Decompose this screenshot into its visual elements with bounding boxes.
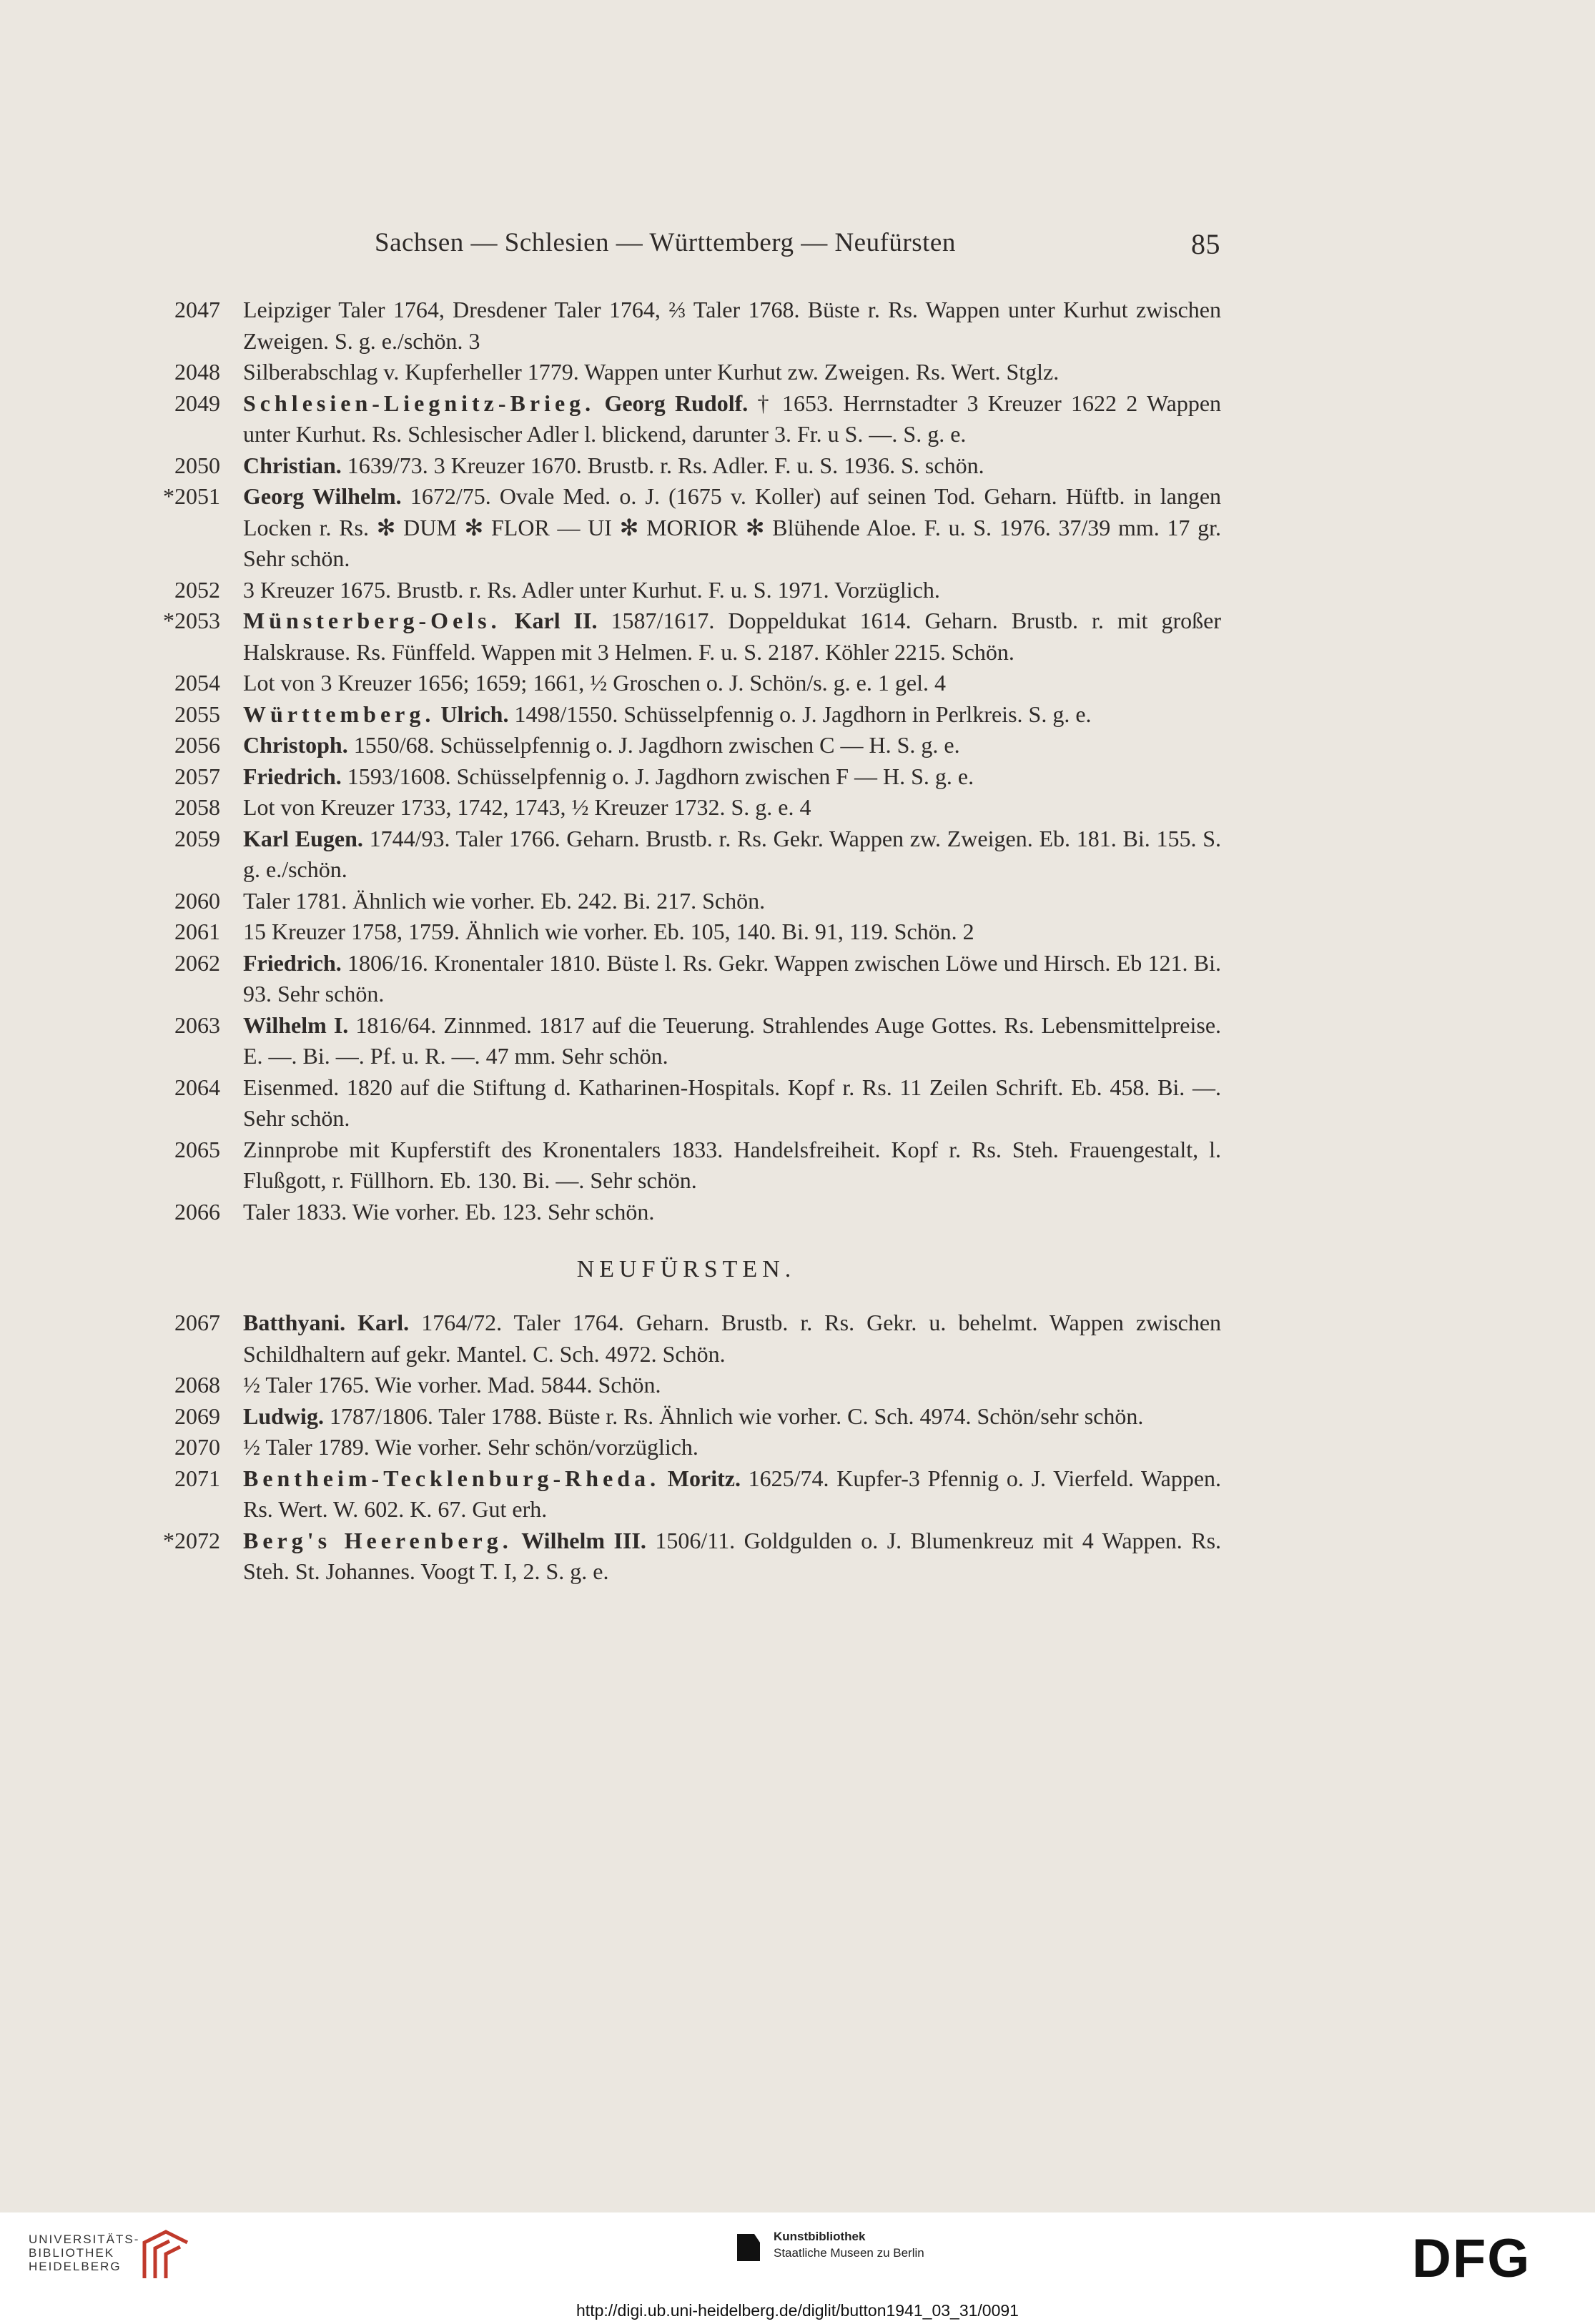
kunstbibliothek-logo-icon	[733, 2228, 764, 2264]
lot-text: 1506/11. Goldgulden o. J. Blumenkreuz mit 4 Wappen. Rs. Steh. St. Johannes. Voogt T. I, 2. S. g. e.	[243, 1527, 1222, 1584]
lot-number: 2069	[174, 1403, 220, 1429]
territory-name: Württemberg.	[243, 701, 435, 727]
lot-description	[243, 916, 1221, 948]
ruler-name: Wilhelm III.	[521, 1527, 646, 1553]
ub-heidelberg-label	[29, 2232, 139, 2273]
lot-description	[243, 699, 1221, 731]
lot-description	[243, 761, 1221, 793]
lot-description	[243, 1010, 1221, 1072]
lot-description	[243, 388, 1221, 450]
lot-number: 2070	[174, 1434, 220, 1460]
lot-number: 2055	[174, 701, 220, 727]
catalogue-entry	[0, 605, 1595, 668]
lot-text: 1787/1806. Taler 1788. Büste r. Rs. Ähnlich wie vorher. C. Sch. 4974. Schön/sehr schön.	[329, 1403, 1144, 1429]
ruler-name: Georg Rudolf.	[604, 390, 749, 416]
lot-text: Zinnprobe mit Kupferstift des Kronentalers 1833. Handelsfreiheit. Kopf r. Rs. Steh. Frauengestalt, l. Flußgott, r. Füllhorn. Eb. 130. Bi. —. Sehr schön.	[243, 1136, 1221, 1193]
lot-description	[243, 730, 1221, 761]
ruler-name: Batthyani. Karl.	[243, 1310, 410, 1335]
catalogue-entry	[0, 357, 1595, 388]
ruler-name: Karl II.	[514, 608, 598, 633]
catalogue-entry	[0, 948, 1595, 1010]
lot-text: 15 Kreuzer 1758, 1759. Ähnlich wie vorher. Eb. 105, 140. Bi. 91, 119. Schön. 2	[243, 919, 974, 944]
lot-number: 2061	[174, 919, 220, 944]
catalogue-entry	[0, 1401, 1595, 1433]
lot-text: Taler 1833. Wie vorher. Eb. 123. Sehr schön.	[243, 1198, 655, 1225]
catalogue-entry	[0, 1197, 1595, 1228]
lot-text: Taler 1781. Ähnlich wie vorher. Eb. 242. Bi. 217. Schön.	[243, 887, 766, 914]
catalogue-entry	[0, 295, 1595, 357]
lot-number: 2066	[174, 1198, 220, 1225]
lot-number: 2059	[174, 825, 220, 851]
lot-text: 1625/74. Kupfer-3 Pfennig o. J. Vierfeld. Wappen. Rs. Wert. W. 602. K. 67. Gut erh.	[243, 1465, 1222, 1522]
lot-number: 2052	[174, 576, 220, 603]
lot-description	[243, 1307, 1221, 1370]
lot-number: 2062	[174, 949, 220, 976]
lot-text: Eisenmed. 1820 auf die Stiftung d. Katharinen-Hospitals. Kopf r. Rs. 11 Zeilen Schrift. Eb. 458. Bi. —. Sehr schön.	[243, 1074, 1221, 1131]
lot-text: ½ Taler 1789. Wie vorher. Sehr schön/vorzüglich.	[243, 1434, 698, 1460]
lot-number: 2067	[174, 1310, 220, 1335]
kb-name: Kunstbibliothek	[774, 2230, 866, 2243]
kunstbibliothek-label	[774, 2228, 924, 2261]
catalogue-entry	[0, 1010, 1595, 1072]
footer-bar	[0, 2212, 1595, 2324]
lot-number: *2053	[163, 608, 220, 633]
territory-name: Schlesien-Liegnitz-Brieg.	[243, 390, 596, 416]
lot-text: 3 Kreuzer 1675. Brustb. r. Rs. Adler unter Kurhut. F. u. S. 1971. Vorzüglich.	[243, 576, 940, 603]
lot-description	[243, 1134, 1221, 1197]
dfg-logo-icon	[1412, 2234, 1569, 2281]
lot-description	[243, 1401, 1221, 1433]
lot-text: Leipziger Taler 1764, Dresdener Taler 1764, ⅔ Taler 1768. Büste r. Rs. Wappen unter Kurhut zwischen Zweigen. S. g. e./schön. 3	[243, 297, 1221, 354]
catalogue-entry	[0, 1432, 1595, 1463]
lot-description	[243, 481, 1221, 575]
lot-text: 1744/93. Taler 1766. Geharn. Brustb. r. Rs. Gekr. Wappen zw. Zweigen. Eb. 181. Bi. 155. S. g. e./schön.	[243, 825, 1222, 882]
lot-text: 1816/64. Zinnmed. 1817 auf die Teuerung. Strahlendes Auge Gottes. Rs. Lebensmittelpreise. E. —. Bi. —. Pf. u. R. —. 47 mm. Sehr schön.	[243, 1012, 1222, 1069]
lot-number: 2058	[174, 794, 220, 820]
lot-number: 2065	[174, 1136, 220, 1162]
catalogue-entry	[0, 916, 1595, 948]
catalogue-entry	[0, 730, 1595, 761]
lot-description	[243, 295, 1221, 357]
ruler-name: Ludwig.	[243, 1403, 324, 1429]
lot-number: 2071	[174, 1465, 220, 1491]
lot-description	[243, 1432, 1221, 1463]
catalogue-entry	[0, 668, 1595, 699]
lot-text: 1593/1608. Schüsselpfennig o. J. Jagdhorn zwischen F — H. S. g. e.	[347, 763, 974, 789]
lot-description	[243, 1463, 1221, 1526]
ruler-name: Karl Eugen.	[243, 825, 363, 851]
lot-number: 2056	[174, 732, 220, 758]
lot-description	[243, 450, 1221, 482]
svg-text:DFG: DFG	[1412, 2234, 1531, 2281]
lot-description	[243, 1197, 1221, 1228]
ub-line-1: UNIVERSITÄTS-	[29, 2232, 140, 2246]
permalink-url[interactable]: http://digi.ub.uni-heidelberg.de/diglit/button1941_03_31/0091	[576, 2301, 1019, 2320]
lot-number: 2048	[174, 359, 220, 385]
lot-number: 2054	[174, 670, 220, 696]
lot-number: 2050	[174, 452, 220, 478]
catalogue-entry	[0, 481, 1595, 575]
lot-number: 2049	[174, 390, 220, 416]
lot-description	[243, 886, 1221, 917]
catalogue-entry	[0, 575, 1595, 606]
ub-line-2: BIBLIOTHEK	[29, 2246, 115, 2260]
lot-number: 2064	[174, 1074, 220, 1100]
lot-text: 1587/1617. Doppeldukat 1614. Geharn. Brustb. r. mit großer Halskrause. Rs. Fünffeld. Wappen mit 3 Helmen. F. u. S. 2187. Köhler 2215. Schön.	[243, 608, 1222, 665]
lot-number: 2047	[174, 297, 220, 322]
catalogue-entry	[0, 388, 1595, 450]
territory-name: Bentheim-Tecklenburg-Rheda.	[243, 1465, 661, 1491]
lot-description	[243, 948, 1221, 1010]
lot-text: ½ Taler 1765. Wie vorher. Mad. 5844. Schön.	[243, 1372, 661, 1398]
catalogue-entry	[0, 1072, 1595, 1134]
ub-line-3: HEIDELBERG	[29, 2260, 122, 2273]
catalogue-entry	[0, 1463, 1595, 1526]
lot-text: Lot von Kreuzer 1733, 1742, 1743, ½ Kreuzer 1732. S. g. e. 4	[243, 794, 811, 820]
ruler-name: Friedrich.	[243, 949, 342, 976]
lot-text: 1672/75. Ovale Med. o. J. (1675 v. Koller) auf seinen Tod. Geharn. Hüftb. in langen Locken r. Rs. ✻ DUM ✻ FLOR — UI ✻ MORIOR ✻ Blühende Aloe. F. u. S. 1976. 37/39 mm. 17 gr. Sehr schön.	[243, 483, 1222, 571]
lot-number: 2057	[174, 763, 220, 789]
lot-description	[243, 357, 1221, 388]
entries-group-neufuersten	[0, 1307, 1595, 1588]
ruler-name: Moritz.	[667, 1465, 741, 1491]
catalogue-entry	[0, 761, 1595, 793]
lot-text: 1764/72. Taler 1764. Geharn. Brustb. r. Rs. Gekr. u. behelmt. Wappen zwischen Schildhaltern auf gekr. Mantel. C. Sch. 4972. Schön.	[243, 1310, 1222, 1367]
territory-name: Münsterberg-Oels.	[243, 608, 501, 633]
ruler-name: Christian.	[243, 452, 342, 478]
lot-description	[243, 824, 1221, 886]
running-head-title: Sachsen — Schlesien — Württemberg — Neufürsten	[375, 228, 956, 257]
catalogue-entries	[0, 295, 1595, 1588]
entries-group-sachsen-schlesien-wuerttemberg	[0, 295, 1595, 1227]
lot-text: Lot von 3 Kreuzer 1656; 1659; 1661, ½ Groschen o. J. Schön/s. g. e. 1 gel. 4	[243, 670, 946, 696]
territory-name: Berg's Heerenberg.	[243, 1527, 513, 1553]
lot-description	[243, 1072, 1221, 1134]
page-number: 85	[1191, 228, 1220, 260]
kb-subtitle: Staatliche Museen zu Berlin	[774, 2246, 924, 2260]
lot-description	[243, 605, 1221, 668]
catalogue-entry	[0, 824, 1595, 886]
catalogue-entry	[0, 792, 1595, 824]
catalogue-entry	[0, 886, 1595, 917]
catalogue-entry	[0, 699, 1595, 731]
ruler-name: Christoph.	[243, 732, 348, 758]
lot-number: *2072	[163, 1527, 220, 1553]
lot-number: *2051	[163, 483, 220, 509]
lot-text: 1550/68. Schüsselpfennig o. J. Jagdhorn zwischen C — H. S. g. e.	[353, 732, 960, 758]
lot-description	[243, 1370, 1221, 1401]
lot-description	[243, 668, 1221, 699]
catalogue-entry	[0, 1370, 1595, 1401]
lot-description	[243, 1526, 1221, 1588]
lot-text: 1498/1550. Schüsselpfennig o. J. Jagdhorn in Perlkreis. S. g. e.	[514, 701, 1092, 727]
lot-text: Silberabschlag v. Kupferheller 1779. Wappen unter Kurhut zw. Zweigen. Rs. Wert. Stglz.	[243, 359, 1060, 385]
section-heading: NEUFÜRSTEN.	[576, 1256, 796, 1282]
lot-text: 1639/73. 3 Kreuzer 1670. Brustb. r. Rs. Adler. F. u. S. 1936. S. schön.	[347, 452, 984, 478]
lot-description	[243, 792, 1221, 824]
ruler-name: Wilhelm I.	[243, 1012, 349, 1038]
lot-description	[243, 575, 1221, 606]
lot-number: 2060	[174, 887, 220, 914]
lot-number: 2068	[174, 1372, 220, 1398]
ub-heidelberg-logo-icon	[137, 2228, 194, 2285]
lot-text: † 1653. Herrnstadter 3 Kreuzer 1622 2 Wappen unter Kurhut. Rs. Schlesischer Adler l. blickend, darunter 3. Fr. u S. —. S. g. e.	[243, 390, 1222, 447]
catalogue-entry	[0, 1134, 1595, 1197]
ruler-name: Georg Wilhelm.	[243, 483, 402, 509]
catalogue-entry	[0, 1307, 1595, 1370]
lot-text: 1806/16. Kronentaler 1810. Büste l. Rs. Gekr. Wappen zwischen Löwe und Hirsch. Eb 121. Bi. 93. Sehr schön.	[243, 949, 1222, 1007]
lot-number: 2063	[174, 1012, 220, 1038]
ruler-name: Friedrich.	[243, 763, 342, 789]
catalogue-entry	[0, 1526, 1595, 1588]
catalogue-entry	[0, 450, 1595, 482]
ruler-name: Ulrich.	[440, 701, 509, 727]
